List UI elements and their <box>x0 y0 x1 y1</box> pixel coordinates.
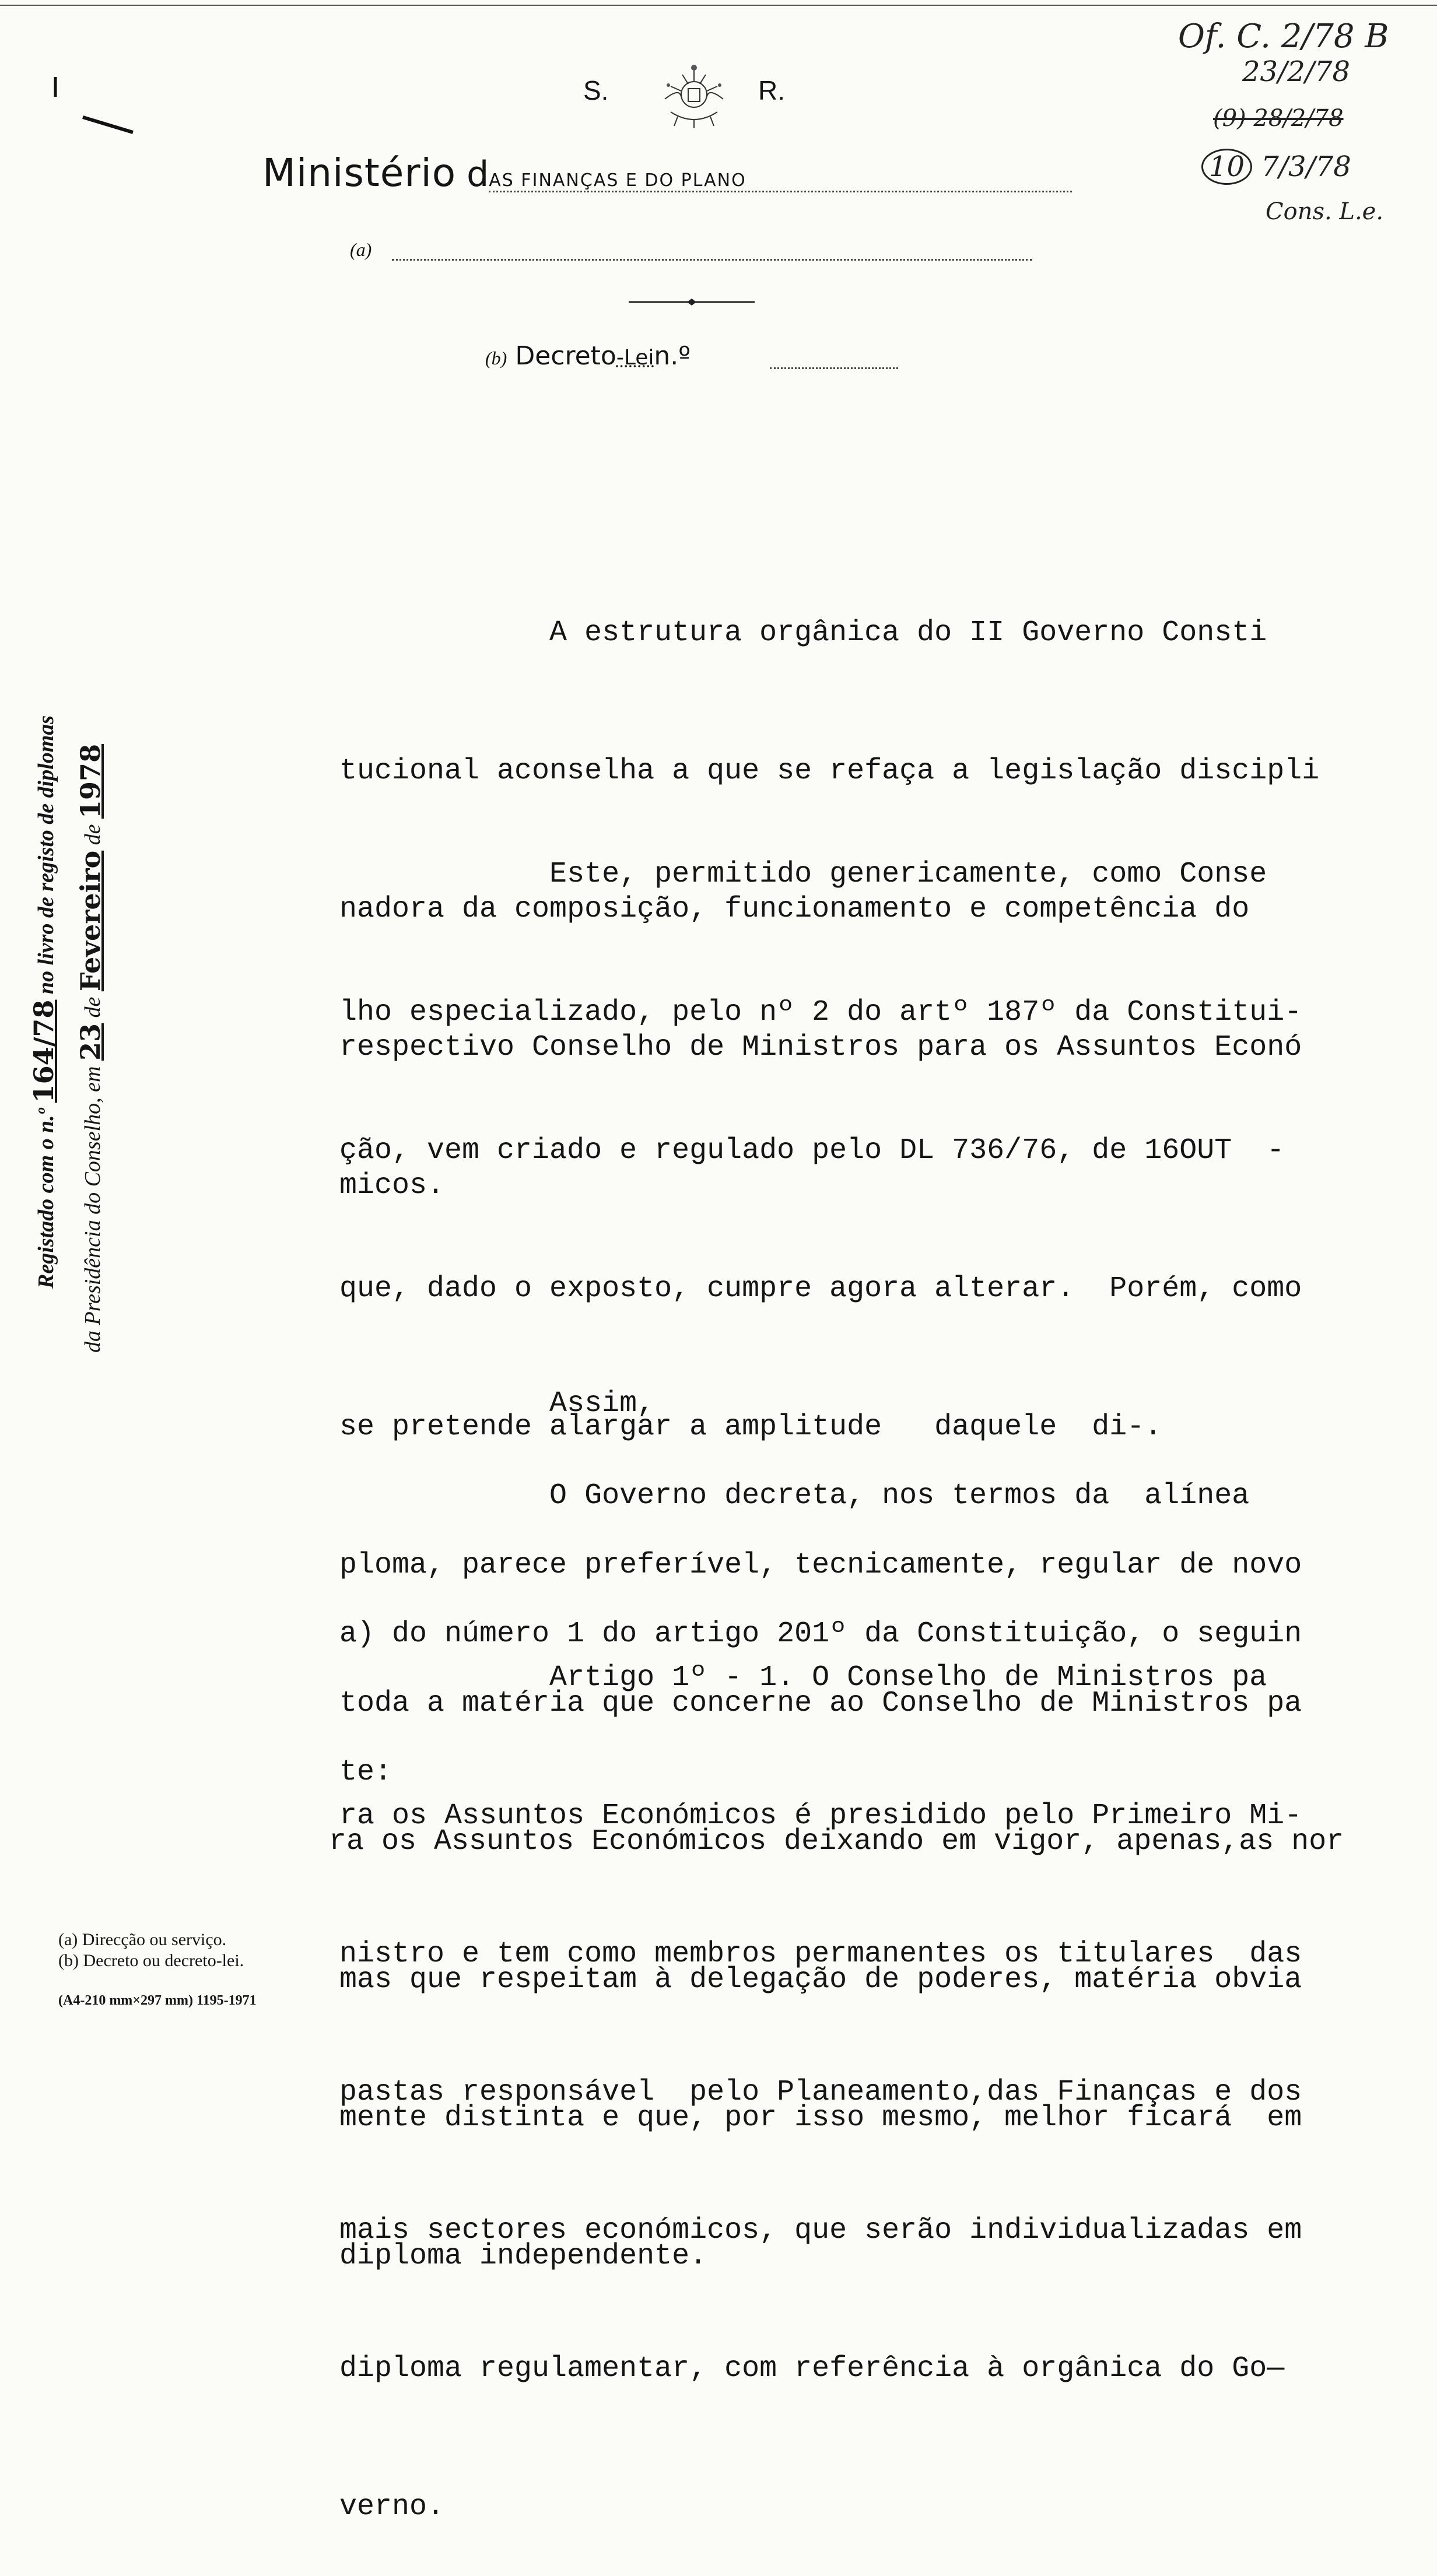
presidency-day: 23 <box>75 1023 106 1061</box>
handwritten-note-3: (9) 28/2/78 <box>1213 105 1344 132</box>
text-line: respectivo Conselho de Ministros para os Assuntos Econó <box>339 1031 1302 1064</box>
print-info: (A4-210 mm×297 mm) 1195-1971 <box>58 1993 257 2008</box>
ministry-name: AS FINANÇAS E DO PLANO <box>489 170 746 191</box>
text-line: O Governo decreta, nos termos da alínea <box>339 1479 1250 1512</box>
text-line: diploma independente. <box>339 2240 707 2273</box>
registration-margin-text <box>28 715 59 1289</box>
margin-stroke <box>82 114 134 137</box>
text-line: pastas responsável pelo Planeamento,das Finanças e dos <box>339 2076 1302 2109</box>
handwritten-note-1: Of. C. 2/78 B <box>1178 17 1389 55</box>
scan-edge-line <box>0 5 1437 6</box>
header-divider <box>629 296 755 308</box>
registration-number: 164/78 <box>28 999 59 1103</box>
presidency-year: 1978 <box>75 743 106 819</box>
registration-prefix: Registado com o n.º <box>34 1108 58 1289</box>
presidency-month: Fevereiro <box>75 850 106 992</box>
footnote-a: (a) Direcção ou serviço. <box>58 1930 227 1949</box>
decree-type: -Lei <box>616 346 654 370</box>
text-line: nadora da composição, funcionamento e competência do <box>339 893 1250 926</box>
text-line: ra os Assuntos Económicos deixando em vigor, apenas,as nor <box>329 1825 1344 1858</box>
text-line: toda a matéria que concerne ao Conselho de Ministros pa <box>339 1687 1302 1720</box>
footnote-b: (b) Decreto ou decreto-lei. <box>58 1951 244 1970</box>
handwritten-circled-number: 10 <box>1201 149 1252 185</box>
decree-label-b: (b) <box>485 348 507 368</box>
text-line: mas que respeitam à delegação de poderes, matéria obvia <box>339 1963 1302 1996</box>
presidency-prefix: da Presidência do Conselho, em <box>80 1066 105 1353</box>
text-line: ploma, parece preferível, tecnicamente, regular de novo <box>339 1549 1302 1582</box>
ministry-name-field <box>489 170 1072 192</box>
text-line: Artigo 1º - 1. O Conselho de Ministros pa <box>339 1661 1267 1694</box>
text-line: diploma regulamentar, com referência à orgânica do Go— <box>339 2352 1285 2385</box>
decree-heading <box>485 341 691 371</box>
handwritten-date: 7/3/78 <box>1261 150 1351 183</box>
text-line: ção, vem criado e regulado pelo DL 736/76, de 16OUT - <box>339 1134 1285 1167</box>
text-line: micos. <box>339 1169 445 1202</box>
text-line: nistro e tem como membros permanentes os titulares das <box>339 1938 1302 1971</box>
margin-tick <box>52 76 58 99</box>
article-1 <box>339 1563 1366 2576</box>
text-line: ra os Assuntos Económicos é presidido pelo Primeiro Mi- <box>339 1799 1302 1833</box>
text-line: a) do número 1 do artigo 201º da Constituição, o seguin <box>339 1617 1302 1651</box>
text-line: te: <box>339 1756 392 1789</box>
presidency-margin-text <box>75 744 106 1353</box>
text-line: verno. <box>339 2490 445 2524</box>
text-line: se pretende alargar a amplitude daquele di-. <box>339 1410 1162 1444</box>
text-line: tucional aconselha a que se refaça a legislação discipli <box>339 754 1320 788</box>
text-line: lho especializado, pelo nº 2 do artº 187º da Constitui- <box>339 996 1302 1029</box>
field-a-line <box>392 259 1032 261</box>
decree-suffix: n.º <box>654 341 691 371</box>
registration-tail: no livro de registo de diplomas <box>34 715 58 995</box>
handwritten-note-2: 23/2/78 <box>1242 55 1351 88</box>
field-a-label: (a) <box>350 239 372 260</box>
presidency-de: de <box>80 996 105 1018</box>
handwritten-note-4 <box>1201 149 1351 185</box>
seal-letter-r: R. <box>758 75 785 106</box>
handwritten-note-5: Cons. L.e. <box>1266 198 1384 225</box>
seal-letter-s: S. <box>583 75 609 106</box>
text-line: que, dado o exposto, cumpre agora alterar. Porém, como <box>339 1272 1302 1305</box>
ministry-prefix: d <box>467 154 489 195</box>
coat-of-arms-header <box>583 58 828 140</box>
ministry-word: Ministério <box>262 150 457 195</box>
coat-of-arms-icon <box>647 58 741 134</box>
text-line: Este, permitido genericamente, como Conse <box>339 858 1267 891</box>
decree-number-line <box>770 367 898 369</box>
text-line: Assim, <box>339 1387 655 1420</box>
text-line: mente distinta e que, por isso mesmo, melhor ficará em <box>339 2101 1302 2135</box>
presidency-de2: de <box>80 824 105 845</box>
decree-prefix: Decreto <box>515 341 616 371</box>
text-line: A estrutura orgânica do II Governo Consti <box>339 616 1267 650</box>
text-line: mais sectores económicos, que serão individualizadas em <box>339 2214 1302 2247</box>
ministry-line <box>262 150 1114 203</box>
